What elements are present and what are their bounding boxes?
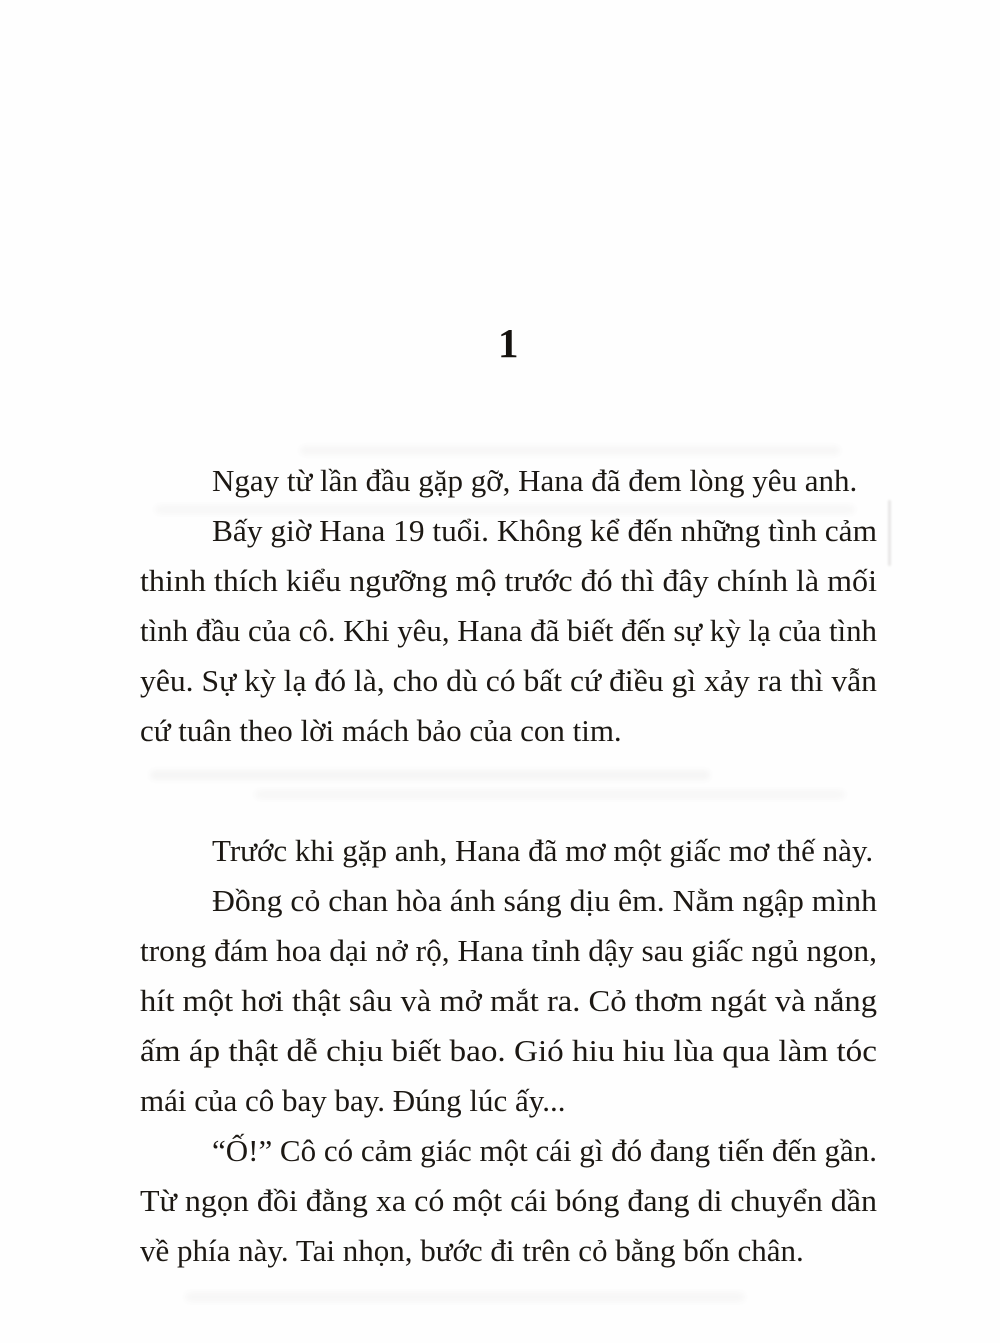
paragraph [140, 876, 877, 1126]
text-line: “Ố!” Cô có cảm giác một cái gì đó đang tiến đến gần. [212, 1133, 877, 1168]
text-line: Ngay từ lần đầu gặp gỡ, Hana đã đem lòng yêu anh. [212, 463, 858, 498]
body-text [140, 456, 877, 1276]
paragraph [140, 506, 877, 756]
text-line: trong đám hoa dại nở rộ, Hana tỉnh dậy sau giấc ngủ ngon, [140, 933, 877, 968]
paragraph [140, 456, 877, 506]
text-line: hít một hơi thật sâu và mở mắt ra. Cỏ thơm ngát và nắng [140, 983, 877, 1018]
text-line: ấm áp thật dễ chịu biết bao. Gió hiu hiu lùa qua làm tóc [140, 1033, 878, 1068]
text-line: thinh thích kiểu ngưỡng mộ trước đó thì đây chính là mối [140, 563, 877, 598]
text-line: Đồng cỏ chan hòa ánh sáng dịu êm. Nằm ngập mình [212, 883, 877, 918]
text-line: cứ tuân theo lời mách bảo của con tim. [140, 713, 622, 748]
text-line: về phía này. Tai nhọn, bước đi trên cỏ bằng bốn chân. [140, 1233, 804, 1268]
text-line: mái của cô bay bay. Đúng lúc ấy... [140, 1083, 566, 1118]
text-line: Trước khi gặp anh, Hana đã mơ một giấc mơ thế này. [212, 833, 874, 868]
ink-showthrough [300, 446, 840, 455]
paragraph [140, 1126, 877, 1276]
ink-showthrough [185, 1292, 745, 1302]
ink-showthrough [888, 500, 891, 566]
paragraph [140, 826, 877, 876]
text-line: Từ ngọn đồi đằng xa có một cái bóng đang di chuyển dần [140, 1183, 877, 1218]
text-line: Bấy giờ Hana 19 tuổi. Không kể đến những tình cảm [212, 513, 877, 548]
text-line: yêu. Sự kỳ lạ đó là, cho dù có bất cứ điều gì xảy ra thì vẫn [140, 663, 877, 698]
chapter-number: 1 [498, 320, 519, 366]
text-line: tình đầu của cô. Khi yêu, Hana đã biết đến sự kỳ lạ của tình [140, 613, 877, 648]
